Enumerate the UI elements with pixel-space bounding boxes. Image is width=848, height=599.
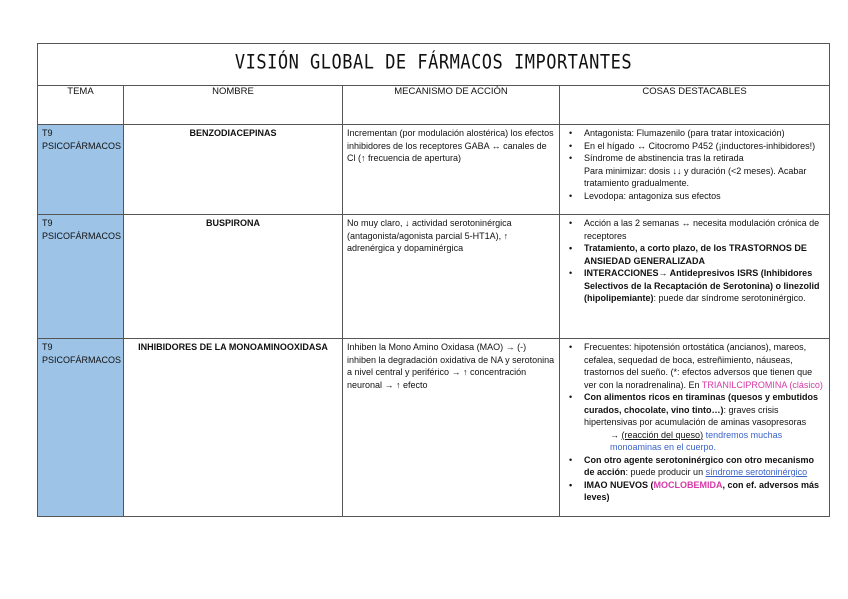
list-item [564, 341, 825, 391]
notes-cell [560, 339, 830, 517]
drug-name: BENZODIACEPINAS [124, 125, 343, 215]
note-text: Para minimizar: dosis ↓↓ y duración (<2 meses). Acabar tratamiento gradualmente. [584, 165, 807, 188]
list-item: • Acción a las 2 semanas ↔ necesita modulación crónica de receptores [564, 217, 825, 242]
list-item: • Levodopa: antagoniza sus efectos [564, 190, 825, 203]
notes-cell [560, 215, 830, 339]
note-text: Frecuentes: hipotensión ortostática (ancianos), mareos, cefalea, sequedad de boca, estreñimiento, náuseas, trastornos del sueño. (*: efectos adversos que tienen que ver con la noradrenalina). En [584, 342, 813, 390]
notes-list [564, 341, 825, 504]
note-text: INTERACCIONES→ Antidepresivos ISRS (Inhibidores Selectivos de la Recaptación de Serotonina) o linezolid (hipolipemiante) [584, 268, 820, 303]
page-title: VISIÓN GLOBAL DE FÁRMACOS IMPORTANTES [234, 51, 633, 75]
list-item: • Tratamiento, a corto plazo, de los TRASTORNOS DE ANSIEDAD GENERALIZADA [564, 242, 825, 267]
mechanism-text: Inhiben la Mono Amino Oxidasa (MAO) → (-) inhiben la degradación oxidativa de NA y serotonina a nivel central y periférico → ↑ concentración neuronal → ↑ efecto [343, 339, 560, 517]
note-text: Con otro agente serotoninérgico con otro mecanismo de acción [584, 454, 815, 477]
list-item [564, 267, 825, 305]
drug-highlight: MOCLOBEMIDA [653, 479, 723, 490]
notes-list [564, 217, 825, 305]
drug-name: INHIBIDORES DE LA MONOAMINOOXIDASA [124, 339, 343, 517]
serotonin-syndrome-link[interactable]: síndrome serotoninérgico [705, 467, 808, 477]
note-text: : puede dar síndrome serotoninérgico. [653, 293, 806, 303]
tema-name: PSICOFÁRMACOS [42, 230, 122, 241]
list-item: • Antagonista: Flumazenilo (para tratar intoxicación) [564, 127, 825, 140]
note-text: • Síndrome de abstinencia tras la retirada [584, 153, 744, 163]
header-nombre: NOMBRE [124, 86, 343, 125]
note-text: , con ef. adversos más leves) [584, 479, 820, 502]
header-cosas: COSAS DESTACABLES [560, 86, 830, 125]
mechanism-text: No muy claro, ↓ actividad serotoninérgica (antagonista/agonista parcial 5-HT1A), ↑ adrenérgica y dopaminérgica [343, 215, 560, 339]
note-blue: tendremos muchas monoaminas en el cuerpo. [610, 429, 783, 452]
header-row [38, 86, 830, 125]
tema-cell [38, 339, 124, 517]
note-underlined: (reacción del queso) [621, 429, 704, 440]
list-item [564, 454, 825, 479]
list-item: • En el hígado ↔ Citocromo P452 (¡inductores-inhibidores!) [564, 140, 825, 153]
drug-name: BUSPIRONA [124, 215, 343, 339]
tema-cell [38, 125, 124, 215]
table-row-buspirona [38, 215, 830, 339]
list-item [564, 391, 825, 454]
note-text: : graves crisis hipertensivas por acumulación de aminas vasopresoras [584, 404, 807, 427]
notes-list [564, 127, 825, 202]
tema-number: T9 [42, 342, 53, 352]
table-title-cell [38, 44, 830, 86]
tema-number: T9 [42, 128, 53, 138]
tema-cell [38, 215, 124, 339]
list-item [564, 479, 825, 504]
list-item [564, 152, 825, 190]
drug-overview-table [37, 43, 830, 517]
header-mecanismo: MECANISMO DE ACCIÓN [343, 86, 560, 125]
tema-name: PSICOFÁRMACOS [42, 140, 122, 151]
table-row-benzodiacepinas [38, 125, 830, 215]
tema-number: T9 [42, 218, 53, 228]
note-text: : puede producir un [625, 467, 706, 477]
drug-highlight: TRIANILCIPROMINA (clásico) [701, 379, 823, 390]
note-text: Con alimentos ricos en tiraminas (quesos y embutidos curados, chocolate, vino tinto…) [584, 392, 819, 415]
mechanism-text: Incrementan (por modulación alostérica) los efectos inhibidores de los receptores GABA ↔ canales de Cl (↑ frecuencia de apertura) [343, 125, 560, 215]
note-subline [584, 429, 825, 454]
table-row-imao [38, 339, 830, 517]
note-text: IMAO NUEVOS ( [584, 479, 654, 490]
header-tema: TEMA [38, 86, 124, 125]
notes-cell [560, 125, 830, 215]
arrow-glyph: → [610, 429, 622, 440]
tema-name: PSICOFÁRMACOS [42, 354, 122, 365]
